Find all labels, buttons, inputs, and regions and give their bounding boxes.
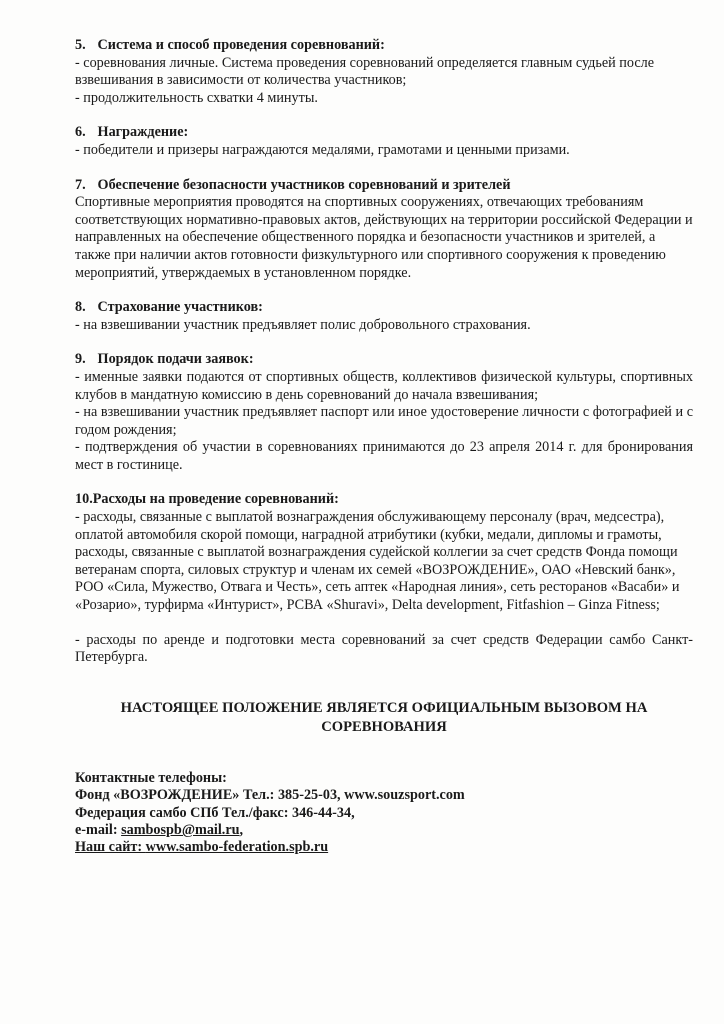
section-title-text: Система и способ проведения соревнований: — [97, 37, 385, 53]
paragraph-gap — [75, 615, 693, 632]
section-10 — [75, 491, 693, 666]
section-title-text: Обеспечение безопасности участников соревнований и зрителей — [97, 176, 511, 193]
section-paragraph: - продолжительность схватки 4 минуты. — [75, 89, 318, 106]
section-8 — [75, 299, 693, 334]
section-paragraph: - подтверждения об участии в соревнованиях принимаются до 23 апреля 2014 г. для бронирования мест в гостинице. — [75, 439, 693, 473]
section-title — [75, 351, 693, 369]
section-paragraph: - расходы по аренде и подготовки места соревнований за счет средств Федерации самбо Санкт-Петербурга. — [75, 631, 693, 666]
section-title — [75, 37, 693, 55]
section-6 — [75, 124, 693, 159]
section-title — [75, 177, 693, 195]
section-number: 9. — [75, 351, 86, 368]
section-9 — [75, 351, 693, 474]
email-link[interactable]: sambospb@mail.ru — [121, 822, 240, 839]
contacts-site-line — [75, 839, 693, 856]
contacts-block — [75, 770, 693, 857]
section-paragraph: - на взвешивании участник предъявляет паспорт или иное удостоверение личности с фотографией и с годом рождения; — [75, 404, 693, 438]
email-suffix: , — [239, 822, 244, 839]
site-link[interactable]: www.sambo-federation.spb.ru — [145, 839, 329, 856]
section-number: 8. — [75, 299, 86, 316]
section-title — [75, 491, 693, 509]
section-number: 7. — [75, 176, 86, 193]
section-title — [75, 299, 693, 317]
section-number: 5. — [75, 37, 86, 53]
email-label: e-mail: — [75, 822, 122, 839]
section-paragraph: - победители и призеры награждаются медалями, грамотами и ценными призами. — [75, 141, 570, 158]
contacts-heading: Контактные телефоны: — [75, 769, 227, 786]
section-7 — [75, 177, 693, 283]
official-notice: НАСТОЯЩЕЕ ПОЛОЖЕНИЕ ЯВЛЯЕТСЯ ОФИЦИАЛЬНЫМ ВЫЗОВОМ НА СОРЕВНОВАНИЯ — [120, 699, 648, 735]
section-number: 10. — [75, 491, 93, 508]
section-paragraph: - расходы, связанные с выплатой вознаграждения обслуживающему персоналу (врач, медсестра), оплатой автомобиля скорой помощи, наградной атрибутики (кубки, медали, дипломы и грамоты, расходы, связанные с выплатой вознаграждения судейской коллегии за счет средств Фонда помощи ветеранам спорта, силовых структур и членам их семей «ВОЗРОЖДЕНИЕ», ОАО «Невский банк», РОО «Сила, Мужество, Отвага и Честь», сеть аптек «Народная линия», сеть ресторанов «Васаби» и «Розарио», турфирма «Интурист», РСВА «Shuravi», Delta development, Fitfashion – Ginza Fitness; — [75, 509, 680, 614]
contacts-fund: Фонд «ВОЗРОЖДЕНИЕ» Тел.: 385-25-03, www.souzsport.com — [75, 787, 465, 804]
section-title-text: Расходы на проведение соревнований: — [92, 491, 339, 508]
section-paragraph: - на взвешивании участник предъявляет полис добровольного страхования. — [75, 316, 531, 333]
section-paragraph: Спортивные мероприятия проводятся на спортивных сооружениях, отвечающих требованиям соответствующих нормативно-правовых актов, действующих на территории российской Федерации и направленных на обеспечение общественного порядка и безопасности участников и зрителей, а также при наличии актов готовности физкультурного или спортивного сооружения к проведению мероприятий, утверждаемых в установленном порядке. — [75, 194, 693, 281]
section-title — [75, 124, 693, 142]
document-body — [75, 37, 693, 857]
contacts-federation: Федерация самбо СПб Тел./факс: 346-44-34, — [75, 804, 355, 821]
section-title-text: Награждение: — [97, 124, 189, 141]
site-label: Наш сайт: — [75, 839, 146, 856]
section-paragraph: - именные заявки подаются от спортивных обществ, коллективов физической культуры, спортивных клубов в мандатную комиссию в день соревнований до начала взвешивания; — [75, 368, 693, 403]
contacts-email-line — [75, 822, 693, 839]
section-5 — [75, 37, 693, 107]
section-title-text: Порядок подачи заявок: — [97, 351, 254, 368]
section-title-text: Страхование участников: — [97, 299, 263, 316]
section-paragraph: - соревнования личные. Система проведения соревнований определяется главным судьей после взвешивания в зависимости от количества участников; — [75, 54, 655, 89]
section-number: 6. — [75, 124, 86, 141]
